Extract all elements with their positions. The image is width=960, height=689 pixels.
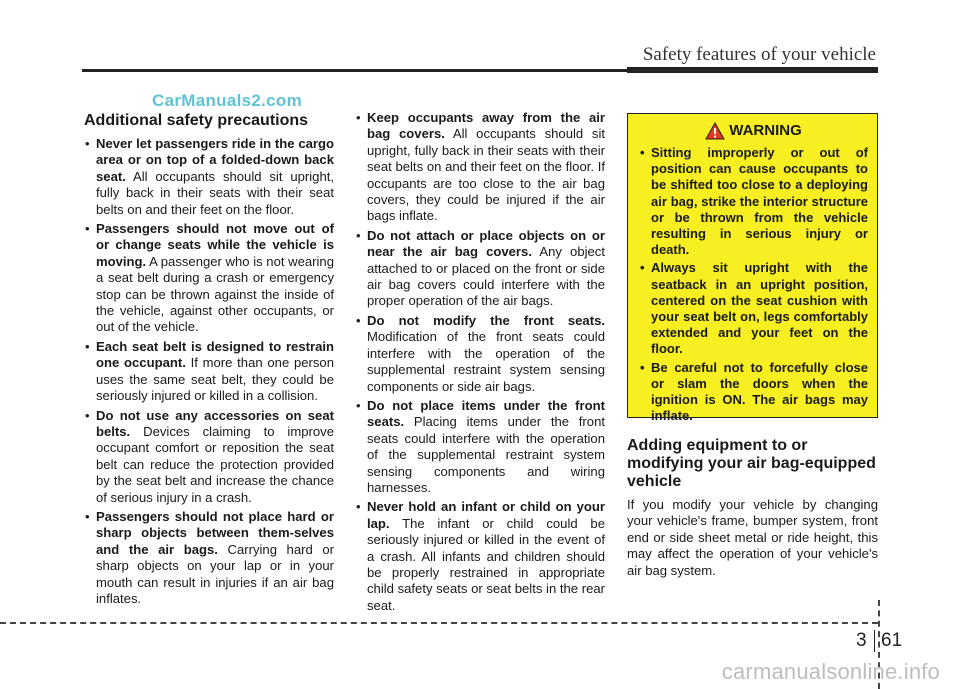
warning-header [639, 122, 868, 140]
section-heading-additional-precautions: Additional safety precautions [84, 112, 309, 129]
list-item: • Do not place items under the front seats. Placing items under the front seats could interfere with the operation of the supplemental restraint system sensing components and wiring harnesses. [355, 398, 605, 496]
list-item: • Do not modify the front seats. Modification of the front seats could interfere with the operation of the supplemental restraint system sensing components or side air bags. [355, 313, 605, 395]
footer-rule [0, 622, 878, 624]
column-3 [627, 437, 878, 579]
warning-box [627, 113, 878, 424]
list-item: • Do not use any accessories on seat belts. Devices claiming to improve occupant comfort or reposition the seat belt can reduce the protection provided by the seat belt and increase the chance of serious injury in a crash. [84, 408, 334, 506]
precautions-list-continued [355, 110, 605, 614]
list-item: • Do not attach or place objects on or near the air bag covers. Any object attached to or placed on the front or side air bag covers could interfere with the proper operation of the air bags. [355, 228, 605, 310]
section-body: If you modify your vehicle by changing your vehicle's frame, bumper system, front end or side sheet metal or ride height, this may affect the operation of your vehicle's air bag system. [627, 497, 878, 578]
page-number: 61 [881, 630, 903, 651]
running-header: Safety features of your vehicle [642, 44, 876, 65]
list-item: • Never let passengers ride in the cargo area or on top of a folded-down back seat. All occupants should sit upright, fully back in their seats with their seat belts on and their feet on the floor. [84, 136, 334, 218]
watermark-bottom: carmanualsonline.info [721, 659, 940, 684]
watermark-top: CarManuals2.com [152, 91, 302, 110]
chapter-number: 3 [856, 630, 867, 651]
section-heading-adding-equipment: Adding equipment to or modifying your air bag-equipped vehicle [627, 437, 876, 490]
warning-list [639, 145, 868, 424]
list-item: • Passengers should not move out of or change seats while the vehicle is moving. A passenger who is not wearing a seat belt during a crash or emergency stop can be thrown against the inside of the vehicle, against other occupants, or out of the vehicle. [84, 221, 334, 336]
warning-triangle-icon [705, 122, 725, 140]
column-2 [355, 110, 605, 617]
warning-item: • Always sit upright with the seatback in an upright position, centered on the seat cushion with your seat belt on, legs comfortably extended and your feet on the floor. [639, 260, 868, 357]
list-item: • Passengers should not place hard or sharp objects between them-selves and the air bags. Carrying hard or sharp objects on your lap or in your mouth can result in injuries if an air bag inflates. [84, 509, 334, 607]
warning-item: • Be careful not to forcefully close or slam the doors when the ignition is ON. The air bags may inflate. [639, 360, 868, 425]
warning-item: • Sitting improperly or out of position can cause occupants to be shifted too close to a deploying air bag, strike the interior structure or be thrown from the vehicle resulting in serious injury or death. [639, 145, 868, 258]
page-number-separator [874, 630, 875, 652]
list-item: • Keep occupants away from the air bag covers. All occupants should sit upright, fully back in their seats with their seat belts on and their feet on the floor. If occupants are too close to the air bag covers, they could be injured if the air bags inflate. [355, 110, 605, 225]
warning-title: WARNING [729, 122, 802, 139]
list-item: • Never hold an infant or child on your lap. The infant or child could be seriously injured or killed in the event of a crash. All infants and children should be properly restrained in appropriate child safety seats or seat belts in the rear seat. [355, 499, 605, 614]
list-item: • Each seat belt is designed to restrain one occupant. If more than one person uses the same seat belt, they could be seriously injured or killed in a collision. [84, 339, 334, 405]
column-1 [84, 110, 334, 610]
header-rule-thick [627, 67, 878, 73]
precautions-list [84, 136, 334, 607]
